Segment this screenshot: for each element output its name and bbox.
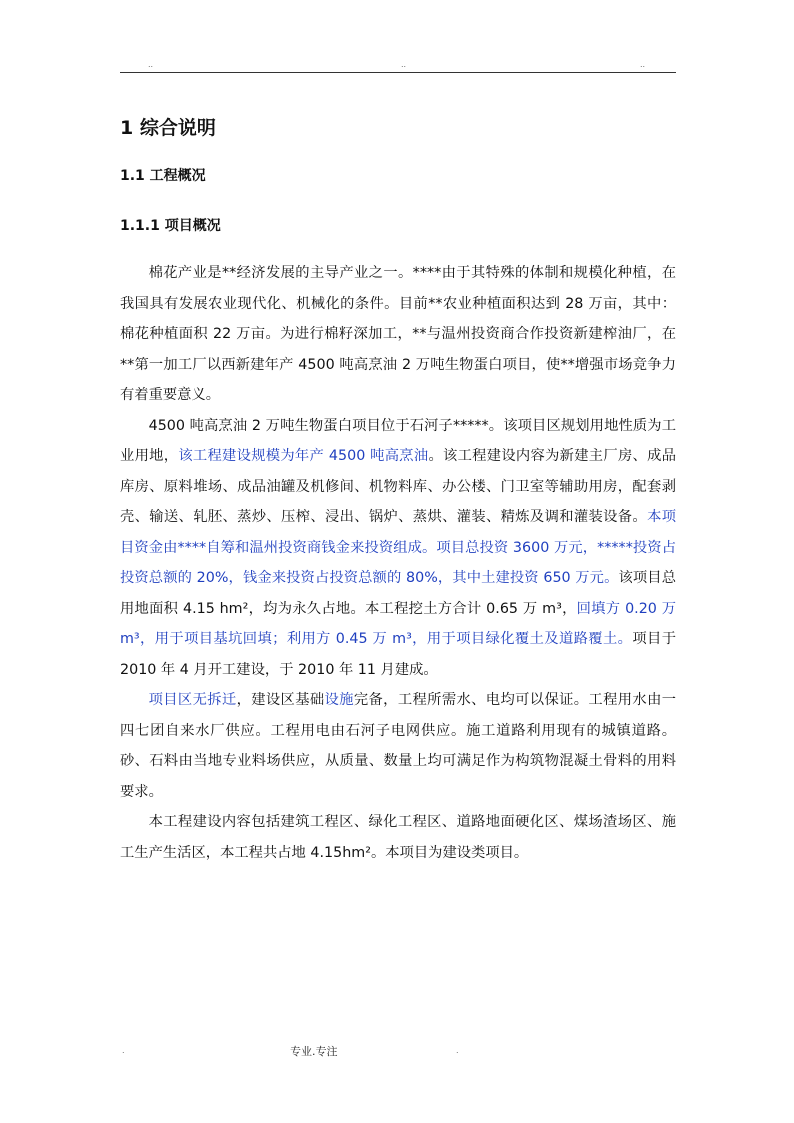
paragraph: [120, 807, 676, 868]
header-dot-center: ..: [401, 60, 407, 69]
text-segment: 本项目资金由****自筹和温州投资商钱金来投资组成。项目总投资 3600 万元，*****投资占投资总额的 20%，钱金来投资占投资总额的 80%，其中土建投资 650 万元。: [120, 509, 676, 586]
header-rule: [120, 72, 676, 73]
paragraph: [120, 411, 676, 686]
paragraph: [120, 258, 676, 411]
text-segment: 4500 吨高烹油 2 万吨生物蛋白项目位于石河子*****。该项目区规划用地性质为工业用地，: [120, 417, 676, 464]
heading-3: 1.1.1 项目概况: [120, 218, 221, 234]
footer-text: 专业.专注: [290, 1045, 338, 1058]
footer-dot-right: .: [456, 1046, 459, 1055]
text-segment: 本工程建设内容包括建筑工程区、绿化工程区、道路地面硬化区、煤场渣场区、施工生产生活区，本工程共占地 4.15hm²。本项目为建设类项目。: [120, 814, 676, 861]
text-segment: 项目区无拆迁: [148, 692, 237, 708]
heading-2: 1.1 工程概况: [120, 168, 206, 184]
text-segment: 回填方 0.20 万 m³，用于项目基坑回填；利用方 0.45 万 m³，用于项目绿化覆土及道路覆土。: [120, 600, 676, 647]
header-dot-left: ..: [148, 60, 154, 69]
text-segment: 。该工程建设内容为新建主厂房、成品库房、原料堆场、成品油罐及机修间、机物料库、办公楼、门卫室等辅助用房，配套剥壳、输送、轧胚、蒸炒、压榨、浸出、锅炉、蒸烘、灌装、精炼及调和灌装设备。: [120, 448, 676, 525]
heading-1: 1 综合说明: [120, 117, 216, 139]
footer-dot-left: .: [122, 1046, 125, 1055]
text-segment: 该项目总用地面积 4.15 hm²，均为永久占地。本工程挖土方合计 0.65 万 m³，: [120, 570, 677, 617]
text-segment: 项目于 2010 年 4 月开工建设，于 2010 年 11 月建成。: [120, 631, 677, 678]
text-segment: 完备，工程所需水、电均可以保证。工程用水由一四七团自来水厂供应。工程用电由石河子电网供应。施工道路利用现有的城镇道路。砂、石料由当地专业料场供应，从质量、数量上均可满足作为构筑物混凝土骨料的用料要求。: [120, 692, 677, 800]
text-segment: 该工程建设规模为年产 4500 吨高烹油: [178, 448, 429, 464]
paragraph: [120, 685, 676, 807]
text-segment: 棉花产业是**经济发展的主导产业之一。****由于其特殊的体制和规模化种植，在我国具有发展农业现代化、机械化的条件。目前**农业种植面积达到 28 万亩，其中：棉花种植面积 22 万亩。为进行棉籽深加工，**与温州投资商合作投资新建榨油厂，在**第一加工厂以西新建年产 4500 吨高烹油 2 万吨生物蛋白项目，使**增强市场竞争力有着重要意义。: [120, 265, 676, 403]
text-segment: ，建设区基础: [236, 692, 325, 708]
document-body: [120, 258, 676, 868]
header-dot-right: ..: [640, 60, 646, 69]
text-segment: 设施: [324, 692, 354, 708]
